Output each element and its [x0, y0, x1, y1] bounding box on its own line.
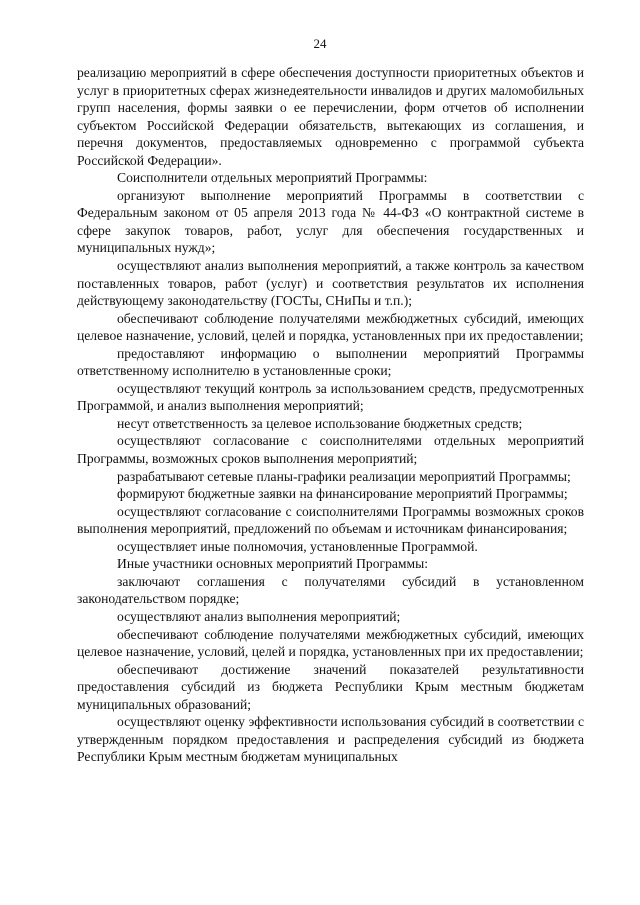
paragraph: обеспечивают соблюдение получателями межбюджетных субсидий, имеющих целевое назначение, условий, целей и порядка, установленных при их предоставлении;: [77, 310, 584, 344]
paragraph: разрабатывают сетевые планы-графики реализации мероприятий Программы;: [117, 468, 571, 484]
paragraph-coexecutors-heading: Соисполнители отдельных мероприятий Программы:: [117, 170, 428, 186]
paragraph: осуществляют оценку эффективности использования субсидий в соответствии с утвержденным порядком предоставления и распределения субсидий из бюджета Республики Крым местным бюджетам муниципальных: [77, 714, 584, 765]
paragraph: формируют бюджетные заявки на финансирование мероприятий Программы;: [117, 486, 568, 502]
paragraph: осуществляют согласование с соисполнителями отдельных мероприятий Программы, возможных сроков выполнения мероприятий;: [77, 433, 584, 467]
paragraph: несут ответственность за целевое использование бюджетных средств;: [117, 415, 523, 431]
paragraph: заключают соглашения с получателями субсидий в установленном законодательством порядке;: [77, 573, 584, 607]
paragraph: обеспечивают соблюдение получателями межбюджетных субсидий, имеющих целевое назначение, условий, целей и порядка, установленных при их предоставлении;: [77, 626, 584, 660]
paragraph: осуществляют анализ выполнения мероприятий, а также контроль за качеством поставленных товаров, работ (услуг) и соответствия результатов их исполнения действующему законодательству (ГОСТы, СНиПы и т.п.);: [77, 258, 584, 309]
paragraph: предоставляют информацию о выполнении мероприятий Программы ответственному исполнителю в установленные сроки;: [77, 345, 584, 379]
paragraph: организуют выполнение мероприятий Программы в соответствии с Федеральным законом от 05 апреля 2013 года № 44-ФЗ «О контрактной системе в сфере закупок товаров, работ, услуг для обеспечения государственных и муниципальных нужд»;: [77, 187, 584, 256]
paragraph: осуществляют анализ выполнения мероприятий;: [117, 608, 401, 624]
paragraph-other-participants-heading: Иные участники основных мероприятий Программы:: [117, 556, 429, 572]
page-number: 24: [313, 36, 327, 51]
paragraph: осуществляют текущий контроль за использованием средств, предусмотренных Программой, и анализ выполнения мероприятий;: [77, 380, 584, 414]
document-body: [77, 64, 584, 766]
paragraph: осуществляет иные полномочия, установленные Программой.: [117, 538, 478, 554]
paragraph: осуществляют согласование с соисполнителями Программы возможных сроков выполнения мероприятий, предложений по объемам и источникам финансирования;: [77, 503, 584, 537]
paragraph-continuation: реализацию мероприятий в сфере обеспечения доступности приоритетных объектов и услуг в приоритетных сферах жизнедеятельности инвалидов и других маломобильных групп населения, формы заявки о ее перечислении, форм отчетов об исполнении субъектом Российской Федерации обязательств, вытекающих из соглашения, и перечня документов, предоставляемых одновременно с программой субъекта Российской Федерации».: [77, 65, 584, 168]
paragraph: обеспечивают достижение значений показателей результативности предоставления субсидий из бюджета Республики Крым местным бюджетам муниципальных образований;: [77, 661, 584, 712]
